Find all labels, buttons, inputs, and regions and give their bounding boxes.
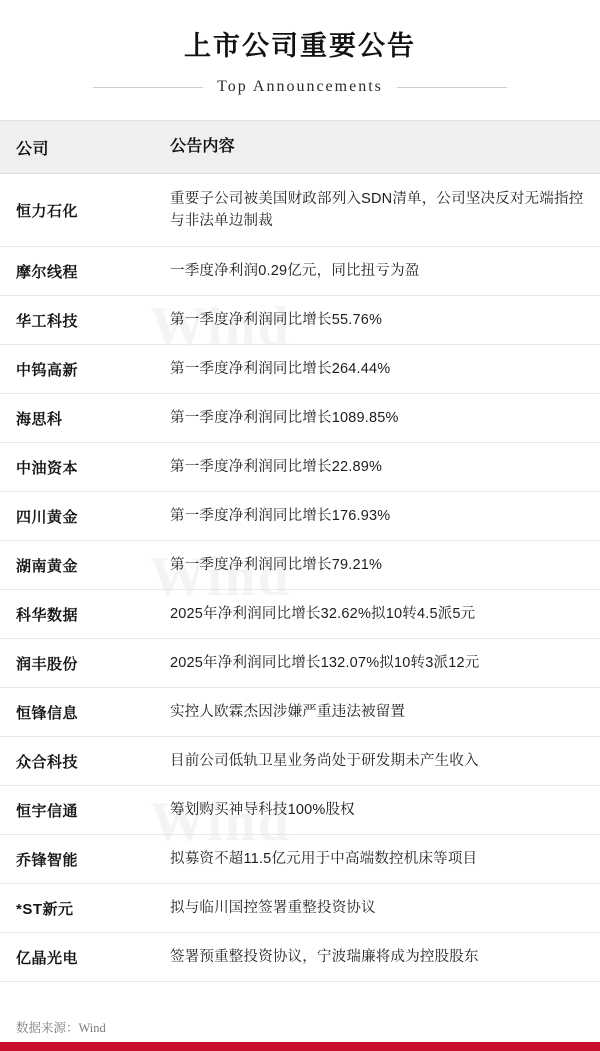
- cell-content: 2025年净利润同比增长32.62%拟10转4.5派5元: [170, 606, 476, 623]
- cell-company: 润丰股份: [16, 655, 79, 673]
- cell-content: 一季度净利润0.29亿元，同比扭亏为盈: [170, 263, 420, 280]
- cell-content: 第一季度净利润同比增长264.44%: [170, 361, 391, 378]
- page-footer: [0, 1010, 600, 1051]
- cell-company: 科华数据: [16, 606, 79, 624]
- cell-company: 中油资本: [16, 459, 79, 477]
- cell-company: 恒锋信息: [16, 704, 79, 722]
- table-row: [0, 443, 600, 492]
- subtitle-row: [0, 78, 600, 96]
- cell-content: 2025年净利润同比增长132.07%拟10转3派12元: [170, 655, 480, 672]
- cell-content: 拟与临川国控签署重整投资协议: [170, 900, 376, 917]
- cell-content: 拟募资不超11.5亿元用于中高端数控机床等项目: [170, 851, 478, 868]
- table-row: [0, 296, 600, 345]
- table-row: [0, 933, 600, 982]
- cell-company: 中钨高新: [16, 361, 79, 379]
- cell-company: 四川黄金: [16, 508, 79, 526]
- rule-right: [397, 87, 507, 88]
- cell-content: 第一季度净利润同比增长79.21%: [170, 557, 383, 574]
- cell-company: 众合科技: [16, 753, 79, 771]
- table-row: [0, 541, 600, 590]
- cell-content: 签署预重整投资协议，宁波瑞廉将成为控股股东: [170, 949, 479, 966]
- cell-company: *ST新元: [16, 900, 74, 918]
- table-row: [0, 786, 600, 835]
- cell-content: 第一季度净利润同比增长22.89%: [170, 459, 383, 476]
- table-row: [0, 492, 600, 541]
- page-header: [0, 0, 600, 96]
- table-row: [0, 174, 600, 247]
- table-row: [0, 247, 600, 296]
- data-source-label: 数据来源：Wind: [16, 1021, 106, 1035]
- table-row: [0, 737, 600, 786]
- table-row: [0, 639, 600, 688]
- page-subtitle: Top Announcements: [217, 78, 383, 96]
- table-header-row: [0, 121, 600, 174]
- cell-content: 第一季度净利润同比增长1089.85%: [170, 410, 399, 427]
- cell-company: 湖南黄金: [16, 557, 79, 575]
- announcements-table: [0, 120, 600, 982]
- cell-company: 亿晶光电: [16, 949, 79, 967]
- table-row: [0, 884, 600, 933]
- column-header-company: 公司: [16, 140, 50, 158]
- cell-company: 恒宇信通: [16, 802, 79, 820]
- table-row: [0, 590, 600, 639]
- rule-left: [93, 87, 203, 88]
- column-header-content: 公告内容: [170, 137, 235, 155]
- cell-content: 重要子公司被美国财政部列入SDN清单，公司坚决反对无端指控与非法单边制裁: [170, 190, 584, 230]
- cell-company: 华工科技: [16, 312, 79, 330]
- cell-company: 乔锋智能: [16, 851, 79, 869]
- cell-content: 实控人欧霖杰因涉嫌严重违法被留置: [170, 704, 406, 721]
- cell-company: 恒力石化: [16, 202, 79, 220]
- table-row: [0, 345, 600, 394]
- cell-company: 摩尔线程: [16, 263, 79, 281]
- bottom-accent-bar: [0, 1042, 600, 1051]
- table-row: [0, 394, 600, 443]
- cell-company: 海思科: [16, 410, 63, 428]
- cell-content: 筹划购买神导科技100%股权: [170, 802, 355, 819]
- cell-content: 第一季度净利润同比增长55.76%: [170, 312, 383, 329]
- cell-content: 第一季度净利润同比增长176.93%: [170, 508, 391, 525]
- page-title: 上市公司重要公告: [184, 31, 416, 61]
- table-row: [0, 688, 600, 737]
- cell-content: 目前公司低轨卫星业务尚处于研发期未产生收入: [170, 753, 479, 770]
- table-row: [0, 835, 600, 884]
